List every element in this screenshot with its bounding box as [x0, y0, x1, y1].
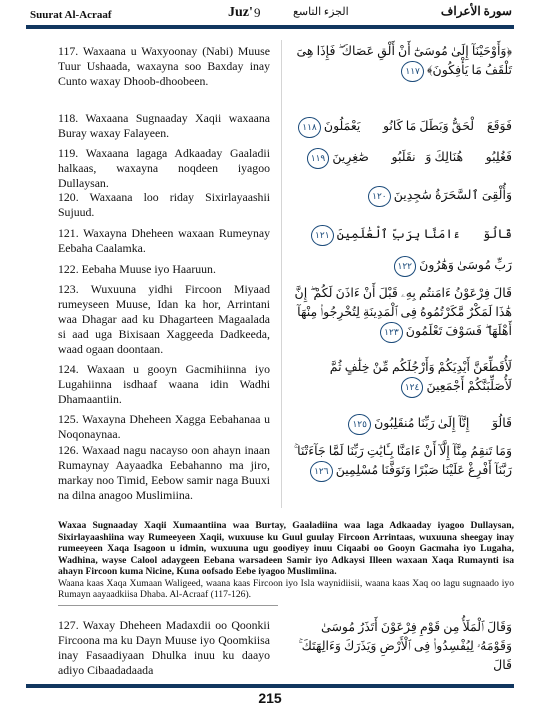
- verse-119-arabic: فَغُلِبُوا۟ هُنَالِكَ وَٱنقَلَبُوا۟ صَٰغِرِينَ ١١٩: [292, 148, 512, 169]
- verse-117-somali: 117. Waxaana u Waxyoonay (Nabi) Muuse Tuur Ushaada, waxayna soo Baxday inay Cunto waxay Dhoob-dhoobeen.: [58, 44, 270, 88]
- section-divider: [58, 605, 278, 606]
- commentary-summary: [58, 520, 514, 601]
- summary-paragraph-bold: Waxaa Sugnaaday Xaqii Xumaantiina waa Burtay, Gaaladiina waa laga Adkaaday iyagoo Dullaysan, Sixirlayaashiina way Rumeeyeen Xaqii, wuxuuse ku Guul guulay Fircoon Arrintaas, wuxuuna sheegay inay rumeeyeen Xaqa Isagoon u idmin, wuxuuna ugu goodiyey inuu Ciqaabi oo Gooyn Gacmaha iyo Lugaha, Wadhina, wayse Calool adaygeen Eebana warsadeen Samir iyo Adkaysi Illeen waxaan Xaqa Rumaynti isa ahayn Fircoon kuma Nicine, Kuna oofsado Eebe iyagoo Muslimiina.: [58, 520, 514, 577]
- verse-number-marker: ١١٨: [298, 117, 321, 138]
- verse-number-marker: ١١٧: [401, 61, 424, 82]
- verse-117-arabic: ﴿وَأَوْحَيْنَآ إِلَىٰ مُوسَىٰٓ أَنْ أَلْقِ عَصَاكَ ۖ فَإِذَا هِىَ تَلْقَفُ مَا يَأْفِكُونَ﴾ ١١٧: [292, 42, 512, 82]
- verse-122-somali: 122. Eebaha Muuse iyo Haaruun.: [58, 262, 216, 276]
- verse-122-arabic: رَبِّ مُوسَىٰ وَهَٰرُونَ ١٢٢: [292, 256, 512, 277]
- footer-rule: [26, 684, 514, 688]
- verse-121-arabic: قَالُوٓا۟ ءَامَنَّا بِرَبِّ ٱلْعَٰلَمِينَ ١٢١: [292, 225, 512, 246]
- verse-119-somali: 119. Waxaana lagaga Adkaaday Gaaladii halkaas, waxayna noqdeen iyagoo Dullaysan.: [58, 146, 270, 190]
- column-divider: [281, 40, 282, 508]
- verse-125-arabic: قَالُوٓا۟ إِنَّآ إِلَىٰ رَبِّنَا مُنقَلِبُونَ ١٢٥: [292, 414, 512, 435]
- verse-number-marker: ١٢٣: [380, 322, 403, 343]
- verse-number-marker: ١١٩: [307, 148, 330, 169]
- summary-paragraph: Waana kaas Xaqa Xumaan Waligeed, waana kaas Fircoon iyo Isla waynidiisii, waana kaas Xaq oo lagu sugnaado iyo Rumayn aayaadkiisa Dhaba. Al-Acraaf (117-126).: [58, 577, 514, 600]
- page-number: 215: [258, 690, 282, 706]
- verse-126-somali: 126. Waxaad nagu nacayso oon ahayn inaan Rumaynay Aayaadka Eebahanno ma jiro, markay noo Timid, Eebow samir naga Buuxi na dilna anagoo Muslimiina.: [58, 443, 270, 502]
- surah-title-arabic: سورة الأعراف: [440, 4, 512, 18]
- verse-123-arabic: قَالَ فِرْعَوْنُ ءَامَنتُم بِهِۦ قَبْلَ أَنْ ءَاذَنَ لَكُمْ ۖ إِنَّ هَٰذَا لَمَكْرٌ مَّكَرْتُمُوهُ فِى ٱلْمَدِينَةِ لِتُخْرِجُوا۟ مِنْهَآ أَهْلَهَا ۖ فَسَوْفَ تَعْلَمُونَ ١٢٣: [292, 284, 512, 343]
- verse-number-marker: ١٢٥: [348, 414, 371, 435]
- verse-number-marker: ١٢٦: [310, 461, 333, 482]
- verse-number-marker: ١٢٤: [401, 377, 424, 398]
- verse-123-somali: 123. Wuxuuna yidhi Fircoon Miyaad rumeyseen Muuse, Idan ka hor, Arrintani waa Dhagar aad ku Dhagarteen Magaalada si aad uga Bixisaan Xaggeeda Dadkeeda, waad ogaan doontaan.: [58, 282, 270, 356]
- verse-124-arabic: لَأُقَطِّعَنَّ أَيْدِيَكُمْ وَأَرْجُلَكُم مِّنْ خِلَٰفٍ ثُمَّ لَأُصَلِّبَنَّكُمْ أَجْمَعِينَ ١٢٤: [292, 358, 512, 398]
- juz-number: 9: [254, 5, 261, 20]
- header-rule: [26, 25, 514, 29]
- surah-title: Suurat Al-Acraaf: [30, 9, 112, 21]
- juz-label: Juz': [228, 5, 253, 20]
- verse-120-somali: 120. Waxaana loo riday Sixirlayaashii Sujuud.: [58, 190, 270, 219]
- verse-number-marker: ١٢٢: [394, 256, 417, 277]
- verse-118-arabic: فَوَقَعَ ٱلْحَقُّ وَبَطَلَ مَا كَانُوا۟ يَعْمَلُونَ ١١٨: [292, 117, 512, 138]
- verse-121-somali: 121. Waxayna Dheheen waxaan Rumeynay Eebaha Caalamka.: [58, 226, 270, 255]
- verse-120-arabic: وَأُلْقِىَ ٱلسَّحَرَةُ سَٰجِدِينَ ١٢٠: [292, 186, 512, 207]
- juz-arabic: الجزء التاسع: [293, 6, 349, 18]
- verse-127-somali: 127. Waxay Dheheen Madaxdii oo Qoonkii Fircoona ma ku Dayn Muuse iyo Qoomkiisa inay Fasaadiyaan Dhulka inuu ku daayo adiyo Cibaadadaada: [58, 618, 270, 677]
- verse-127-arabic: وَقَالَ ٱلْمَلَأُ مِن قَوْمِ فِرْعَوْنَ أَتَذَرُ مُوسَىٰ وَقَوْمَهُۥ لِيُفْسِدُوا۟ فِى ٱلْأَرْضِ وَيَذَرَكَ وَءَالِهَتَكَ ۚ قَالَ: [298, 620, 512, 672]
- verse-126-arabic: وَمَا تَنقِمُ مِنَّآ إِلَّآ أَنْ ءَامَنَّا بِـَٔايَٰتِ رَبِّنَا لَمَّا جَآءَتْنَا ۚ رَبَّنَآ أَفْرِغْ عَلَيْنَا صَبْرًا وَتَوَفَّنَا مُسْلِمِينَ ١٢٦: [292, 442, 512, 482]
- verse-118-somali: 118. Waxaana Sugnaaday Xaqii waxaana Buray waxay Falayeen.: [58, 111, 270, 140]
- verse-number-marker: ١٢١: [311, 225, 334, 246]
- verse-124-somali: 124. Waxaan u gooyn Gacmihiinna iyo Lugahiinna isdhaaf waana idin Wadhi Dhamaantiin.: [58, 362, 270, 406]
- verse-125-somali: 125. Waxayna Dheheen Xagga Eebahanaa u Noqonaynaa.: [58, 412, 270, 441]
- verse-number-marker: ١٢٠: [368, 186, 391, 207]
